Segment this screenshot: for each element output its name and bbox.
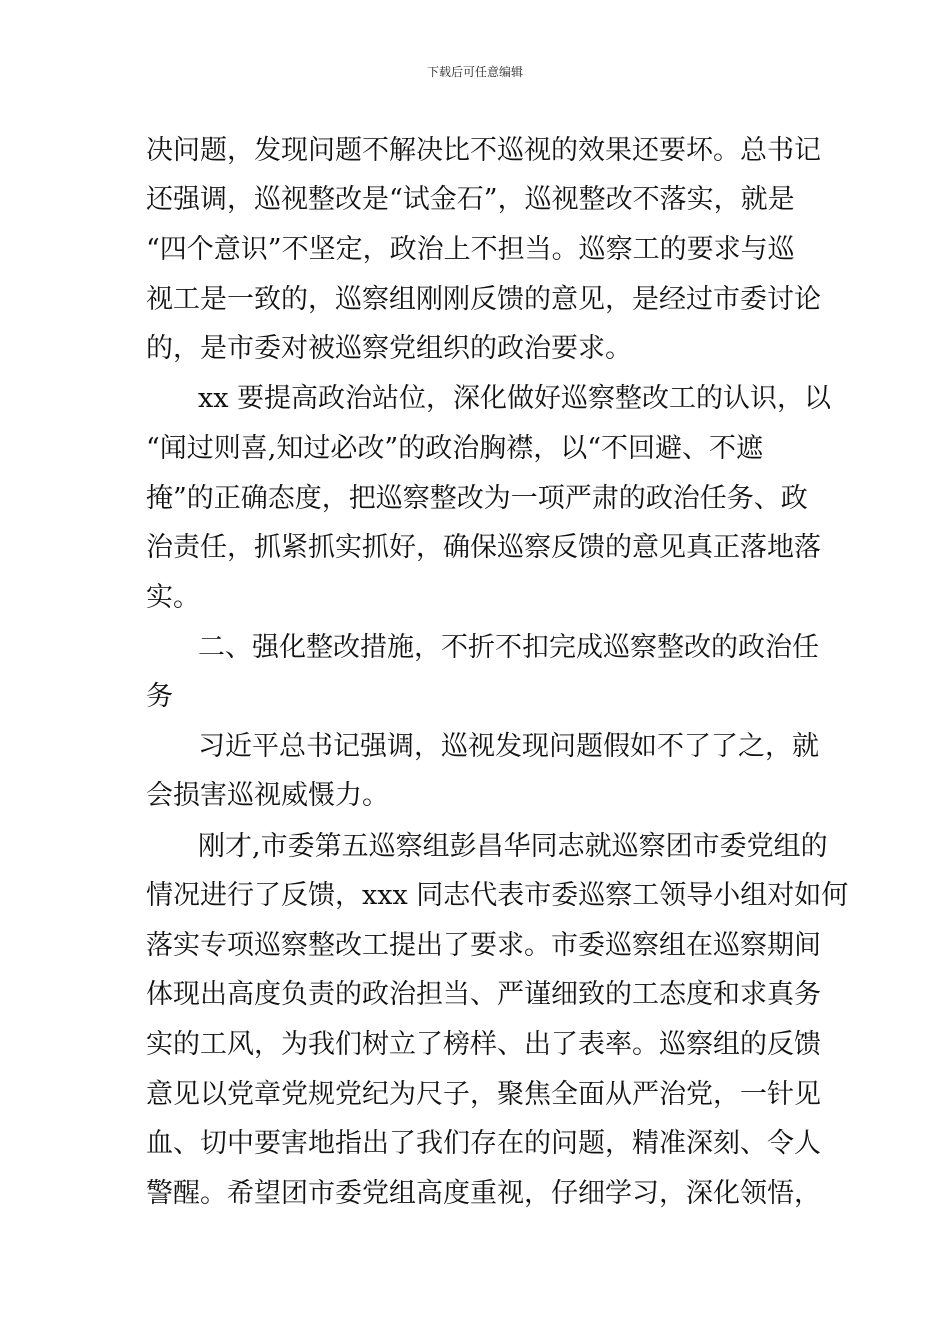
paragraph-line: 会损害巡视威慑力。 [146,780,389,811]
paragraph-line: 的，是市委对被巡察党组织的政治要求。 [146,333,632,364]
paragraph-line: 实的工风，为我们树立了榜样、出了表率。巡察组的反馈 [146,1029,821,1060]
paragraph-line: “闻过则喜,知过必改”的政治胸襟，以“不回避、不遮 [146,433,763,464]
paragraph-line: 视工是一致的，巡察组刚刚反馈的意见，是经过市委讨论 [146,284,821,315]
paragraph-line: 实。 [146,582,200,613]
paragraph-line: “四个意识”不坚定，政治上不担当。巡察工的要求与巡 [146,234,795,265]
paragraph-line: 意见以党章党规党纪为尺子，聚焦全面从严治党，一针见 [146,1079,821,1110]
paragraph-line: 血、切中要害地指出了我们存在的问题，精准深刻、令人 [146,1128,821,1159]
paragraph-line: xx 要提高政治站位，深化做好巡察整改工的认识，以 [198,383,832,414]
page-header: 下载后可任意编辑 [426,65,523,79]
paragraph-line: 还强调，巡视整改是“试金石”，巡视整改不落实，就是 [146,184,795,215]
paragraph-line: 决问题，发现问题不解决比不巡视的效果还要坏。总书记 [146,135,821,166]
paragraph-line: 刚才,市委第五巡察组彭昌华同志就巡察团市委党组的 [198,831,828,862]
paragraph-line: 落实专项巡察整改工提出了要求。市委巡察组在巡察期间 [146,930,821,961]
paragraph-line: 体现出高度负责的政治担当、严谨细致的工态度和求真务 [146,979,821,1010]
section-heading-line: 务 [146,681,173,712]
paragraph-line: 警醒。希望团市委党组高度重视，仔细学习，深化领悟， [146,1178,821,1209]
paragraph-line: 治责任，抓紧抓实抓好，确保巡察反馈的意见真正落地落 [146,532,821,563]
paragraph-line: 掩”的正确态度，把巡察整改为一项严肃的政治任务、政 [146,483,808,514]
paragraph-line: 习近平总书记强调，巡视发现问题假如不了了之，就 [198,731,819,762]
section-heading-line: 二、强化整改措施，不折不扣完成巡察整改的政治任 [198,632,819,663]
paragraph-line: 情况进行了反馈，xxx 同志代表市委巡察工领导小组对如何 [146,880,849,911]
